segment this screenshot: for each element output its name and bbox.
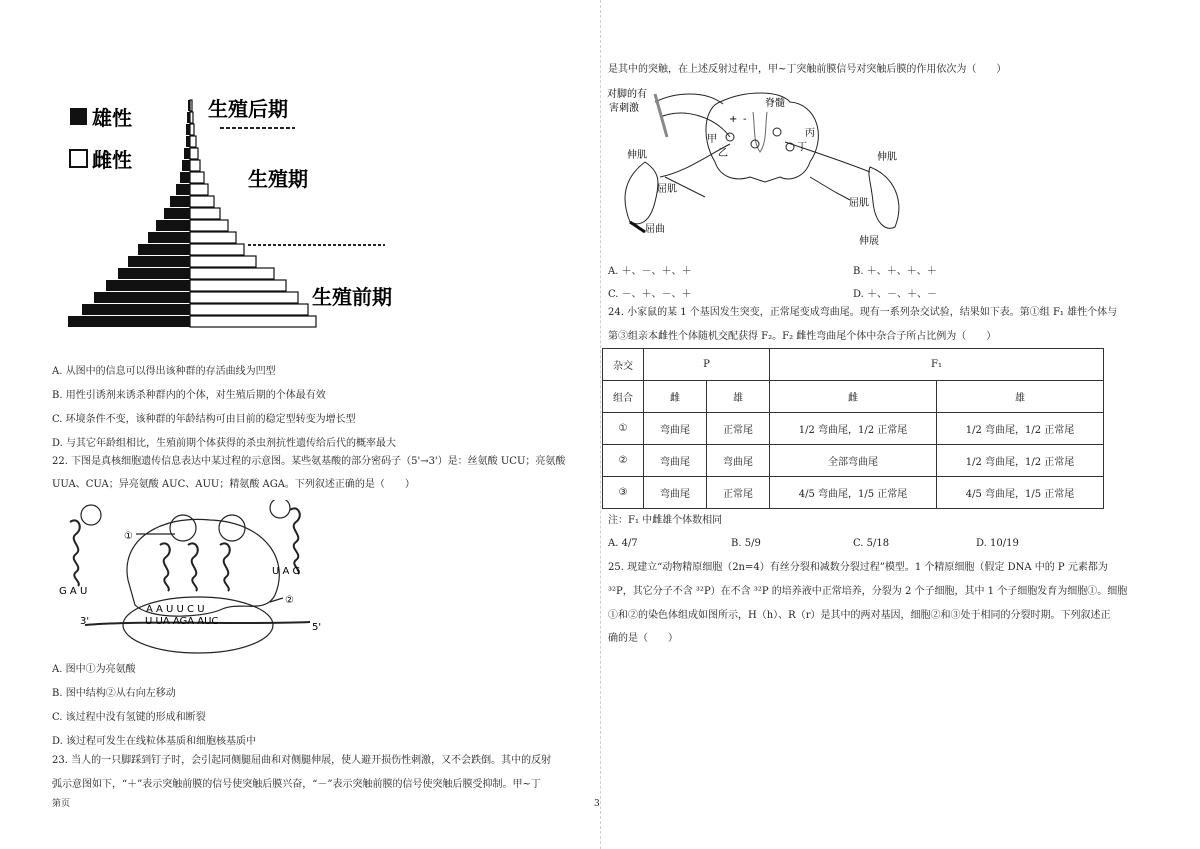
stimulus-label-2: 害刺激 [609, 103, 639, 114]
female-bar [190, 148, 198, 159]
flexion-label: 屈曲 [645, 224, 665, 235]
q25-stem-line1: 25. 现建立“动物精原细胞（2n=4）有丝分裂和减数分裂过程”模型。1 个精原细胞（假定 DNA 中的 P 元素都为 [608, 562, 1108, 573]
page-footer: 第页 [52, 799, 71, 809]
marker-1: ① [124, 531, 133, 542]
table-cell: 弯曲尾 [644, 413, 707, 445]
table-cell: ① [603, 413, 644, 445]
male-bar [164, 208, 190, 219]
table-header: P [644, 349, 770, 381]
q23-option-d: D. ＋、－、＋、－ [853, 289, 938, 300]
table-cell: 1/2 弯曲尾，1/2 正常尾 [770, 413, 937, 445]
table-cell: 弯曲尾 [644, 445, 707, 477]
reflex-arc-figure [605, 82, 915, 252]
stimulus-label-1: 对脚的有 [607, 89, 647, 100]
table-header-row-1 [603, 349, 1104, 381]
table-row [603, 477, 1104, 509]
male-bar [156, 220, 190, 231]
trna-left-anticodon: G A U [59, 586, 88, 597]
spinal-cord-label: 脊髓 [765, 98, 785, 109]
cross-results-table [602, 348, 1104, 509]
male-bar [118, 268, 190, 279]
table-row [603, 445, 1104, 477]
female-bar [190, 244, 244, 255]
mrna-sequence: U UA AGA AUC [145, 616, 219, 627]
female-bar [190, 316, 316, 327]
table-header: 雄 [937, 381, 1104, 413]
table-header-row-2 [603, 381, 1104, 413]
table-cell: ③ [603, 477, 644, 509]
table-header: 杂交 [603, 349, 644, 381]
extension-label: 伸展 [859, 236, 879, 247]
female-legend-swatch [70, 150, 87, 167]
female-bar [190, 280, 286, 291]
male-bar [82, 304, 190, 315]
male-bar [186, 124, 190, 135]
male-bar [148, 232, 190, 243]
female-bar [190, 136, 196, 147]
q21-option-b: B. 用性引诱剂来诱杀种群内的个体，对生殖后期的个体最有效 [52, 390, 326, 401]
q23-stem-cont: 是其中的突触，在上述反射过程中，甲~丁突触前膜信号对突触后膜的作用依次为（ ） [608, 64, 1007, 75]
q21-option-a: A. 从图中的信息可以得出该种群的存活曲线为凹型 [52, 366, 276, 377]
female-bar [190, 100, 192, 111]
table-header: F₁ [770, 349, 1104, 381]
female-bar [190, 112, 193, 123]
q21-option-d: D. 与其它年龄组相比，生殖前期个体获得的杀虫剂抗性遗传给后代的概率最大 [52, 438, 397, 449]
q23-stem-line1: 23. 当人的一只脚踩到钉子时，会引起同侧腿屈曲和对侧腿伸展，使人避开损伤性刺激，又不会跌倒。其中的反射 [52, 755, 552, 766]
table-cell: 正常尾 [707, 477, 770, 509]
synapse-yi: 乙 [718, 148, 728, 159]
label-pre-reproductive: 生殖前期 [312, 285, 392, 309]
q24-option-a: A. 4/7 [608, 538, 638, 549]
q22-option-a: A. 图中①为亮氨酸 [52, 664, 136, 675]
q24-table-note: 注：F₁ 中雌雄个体数相同 [608, 515, 723, 526]
male-bar [180, 172, 190, 183]
male-bar [106, 280, 190, 291]
female-bar [190, 124, 194, 135]
table-cell: 弯曲尾 [707, 445, 770, 477]
q22-option-d: D. 该过程可发生在线粒体基质和细胞核基质中 [52, 736, 257, 747]
left-extensor-label: 伸肌 [627, 150, 647, 161]
table-cell: 正常尾 [707, 413, 770, 445]
legend-male: 雄性 [92, 106, 132, 130]
q23-option-a: A. ＋、－、＋、＋ [608, 266, 692, 277]
male-bar [128, 256, 190, 267]
table-header: 组合 [603, 381, 644, 413]
male-bar [176, 184, 190, 195]
male-bar [184, 148, 190, 159]
label-reproductive: 生殖期 [248, 167, 308, 191]
female-bar [190, 268, 274, 279]
female-bar [190, 160, 200, 171]
trna-right-anticodon: U A G [272, 566, 301, 577]
female-bar [190, 220, 228, 231]
age-pyramid-figure [60, 60, 420, 335]
female-bar [190, 304, 308, 315]
q25-stem-line4: 确的是（ ） [608, 633, 678, 644]
q23-stem-line2: 弧示意图如下，“＋”表示突触前膜的信号使突触后膜兴奋，“－”表示突触前膜的信号使突触后膜受抑制。甲~丁 [52, 779, 541, 790]
right-flexor-label: 屈肌 [849, 198, 869, 209]
male-bar [94, 292, 190, 303]
minus-sign: - [743, 114, 747, 125]
translation-figure [50, 500, 350, 655]
table-cell: 4/5 弯曲尾，1/5 正常尾 [770, 477, 937, 509]
male-legend-swatch [70, 108, 87, 125]
pyramid-bars [68, 100, 316, 327]
male-bar [182, 160, 190, 171]
table-row [603, 413, 1104, 445]
legend-female: 雌性 [92, 148, 132, 172]
female-bar [190, 292, 298, 303]
female-bar [190, 256, 256, 267]
q22-option-c: C. 该过程中没有氢键的形成和断裂 [52, 712, 206, 723]
q24-option-c: C. 5/18 [853, 538, 890, 549]
table-header: 雌 [644, 381, 707, 413]
anticodons-label: A A U U C U [146, 604, 205, 615]
female-bar [190, 232, 236, 243]
male-bar [138, 244, 190, 255]
q22-stem-line1: 22. 下图是真核细胞遗传信息表达中某过程的示意图。某些氨基酸的部分密码子（5'→3'）是：丝氨酸 UCU；亮氨酸 [52, 456, 566, 467]
q24-stem-line2: 第③组亲本雌性个体随机交配获得 F₂。F₂ 雌性弯曲尾个体中杂合子所占比例为（ ） [608, 331, 997, 342]
marker-2: ② [285, 595, 294, 606]
synapse-jia: 甲 [707, 134, 717, 145]
mrna-5-end: 5' [312, 622, 322, 633]
label-post-reproductive: 生殖后期 [208, 97, 288, 121]
table-cell: 全部弯曲尾 [770, 445, 937, 477]
q24-stem-line1: 24. 小家鼠的某 1 个基因发生突变，正常尾变成弯曲尾。现有一系列杂交试验，结果如下表。第①组 F₁ 雄性个体与 [608, 307, 1118, 318]
female-bar [190, 208, 220, 219]
q25-stem-line2: ³²P，其它分子不含 ³²P）在不含 ³²P 的培养液中正常培养，分裂为 2 个子细胞，其中 1 个子细胞发育为细胞①。细胞 [608, 586, 1128, 597]
synapse-bing: 丙 [805, 128, 815, 139]
synapse-ding: 丁 [797, 142, 807, 153]
right-extensor-label: 伸肌 [877, 152, 897, 163]
table-cell: 1/2 弯曲尾，1/2 正常尾 [937, 445, 1104, 477]
left-flexor-label: 屈肌 [657, 184, 677, 195]
q24-option-d: D. 10/19 [976, 538, 1019, 549]
table-cell: 4/5 弯曲尾，1/5 正常尾 [937, 477, 1104, 509]
q22-stem-line2: UUA、CUA；异亮氨酸 AUC、AUU；精氨酸 AGA。下列叙述正确的是（ ） [52, 479, 415, 490]
male-bar [186, 136, 190, 147]
table-cell: ② [603, 445, 644, 477]
q23-option-c: C. －、＋、－、＋ [608, 289, 692, 300]
q24-option-b: B. 5/9 [731, 538, 761, 549]
female-bar [190, 196, 214, 207]
q23-option-b: B. ＋、＋、＋、＋ [853, 266, 937, 277]
q22-option-b: B. 图中结构②从右向左移动 [52, 688, 176, 699]
plus-sign: + [729, 114, 738, 125]
female-bar [190, 172, 204, 183]
male-bar [68, 316, 190, 327]
table-header: 雄 [707, 381, 770, 413]
column-divider [600, 0, 601, 849]
male-bar [170, 196, 190, 207]
table-cell: 1/2 弯曲尾，1/2 正常尾 [937, 413, 1104, 445]
table-cell: 弯曲尾 [644, 477, 707, 509]
female-bar [190, 184, 208, 195]
table-header: 雌 [770, 381, 937, 413]
q25-stem-line3: ①和②的染色体组成如图所示，H（h）、R（r）是其中的两对基因，细胞②和③处于相同的分裂时期。下列叙述正 [608, 610, 1111, 621]
page-number: 3 [594, 799, 600, 809]
q21-option-c: C. 环境条件不变，该种群的年龄结构可由目前的稳定型转变为增长型 [52, 414, 356, 425]
mrna-3-end: 3' [80, 616, 90, 627]
